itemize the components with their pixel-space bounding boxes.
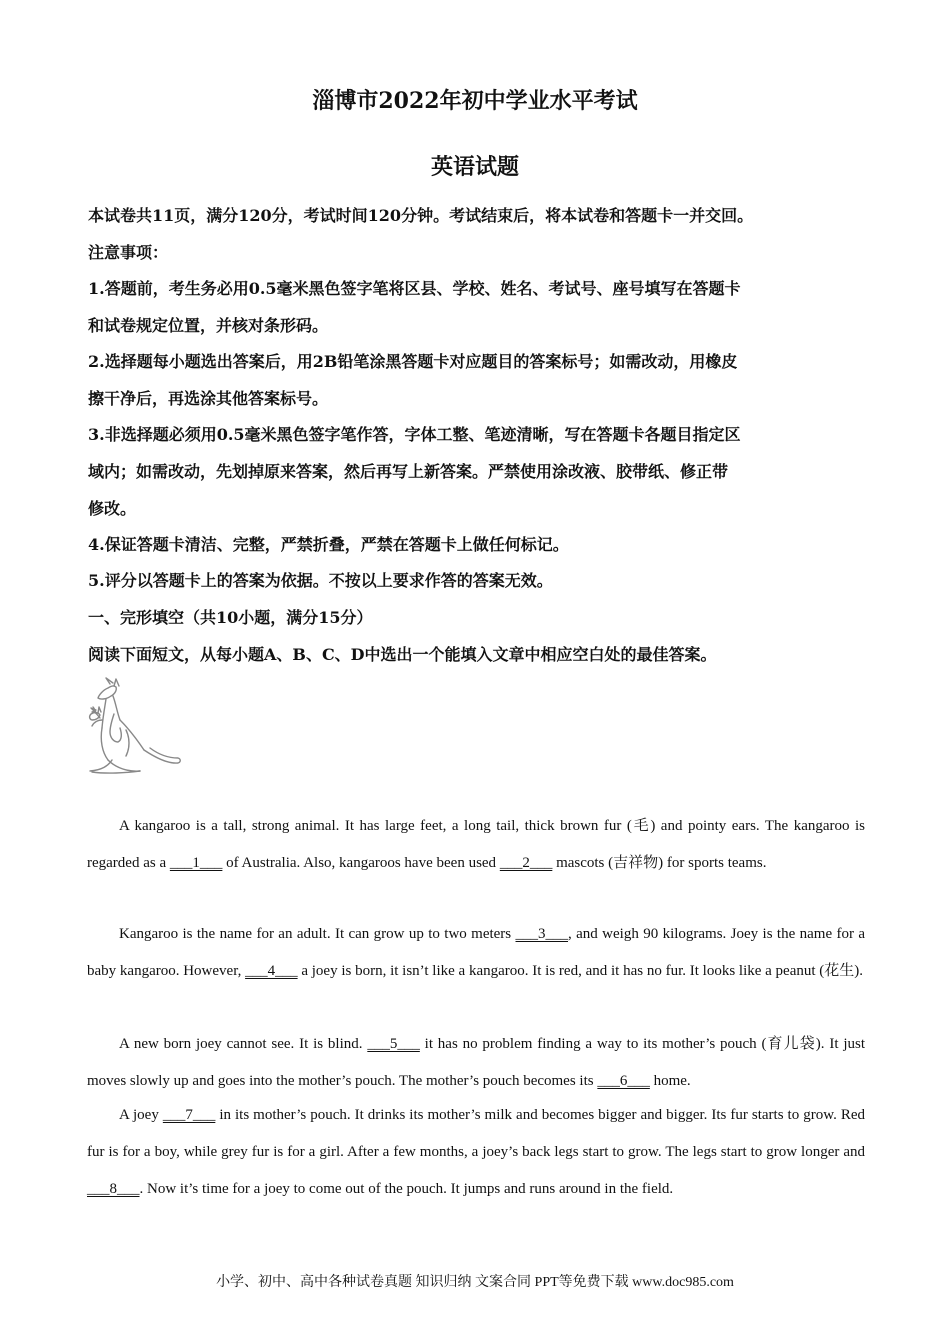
blank-4: ___4___ bbox=[245, 963, 298, 979]
notice-item-2-line-1: 2.选择题每小题选出答案后，用2B铅笔涂黑答题卡对应题目的答案标号；如需改动，用橡皮 bbox=[88, 352, 738, 371]
section-heading: 一、完形填空（共10小题，满分15分） bbox=[88, 608, 373, 627]
exam-title: 淄博市2022年初中学业水平考试 bbox=[312, 88, 638, 114]
notice-title: 注意事项： bbox=[88, 243, 169, 262]
blank-6: ___6___ bbox=[597, 1073, 650, 1089]
passage-paragraph-2: Kangaroo is the name for an adult. It can grow up to two meters ___3___, and weigh 90 kilograms. Joey is the name for a baby kangaroo. However, ___4___ a joey is born, it isn’t like a kangaroo. It is red, and it has no fur. It looks like a peanut (花生). bbox=[87, 926, 865, 979]
blank-8: ___8___ bbox=[87, 1181, 140, 1197]
passage-paragraph-4: A joey ___7___ in its mother’s pouch. It drinks its mother’s milk and becomes bigger and bigger. Its fur starts to grow. Red fur is for a boy, while grey fur is for a girl. After a few months, a joey’s back legs start to grow. The legs start to grow longer and ___8___. Now it’s time for a joey to come out of the pouch. It jumps and runs around in the field. bbox=[87, 1107, 865, 1197]
notice-item-2-line-2: 擦干净后，再选涂其他答案标号。 bbox=[88, 389, 329, 408]
notice-item-4: 4.保证答题卡清洁、完整，严禁折叠，严禁在答题卡上做任何标记。 bbox=[88, 535, 569, 554]
exam-subtitle: 英语试题 bbox=[430, 154, 519, 180]
passage-paragraph-3: A new born joey cannot see. It is blind. ___5___ it has no problem finding a way to its mother’s pouch (育儿袋). It just moves slowly up and goes into the mother’s pouch. The mother’s pouch becomes its ___6___ home. bbox=[87, 1036, 865, 1089]
blank-5: ___5___ bbox=[367, 1036, 420, 1052]
blank-2: ___2___ bbox=[499, 855, 553, 871]
passage-paragraph-1: A kangaroo is a tall, strong animal. It has large feet, a long tail, thick brown fur (毛) and pointy ears. The kangaroo is regarded as a ___1___ of Australia. Also, kangaroos have been used ___2___ mascots (吉祥物) for sports teams. bbox=[87, 818, 865, 871]
notice-item-1-line-1: 1.答题前，考生务必用0.5毫米黑色签字笔将区县、学校、姓名、考试号、座号填写在答题卡 bbox=[88, 279, 741, 298]
kangaroo-illustration bbox=[86, 676, 186, 780]
blank-3: ___3___ bbox=[515, 926, 569, 942]
notice-item-3-line-2: 域内；如需改动，先划掉原来答案，然后再写上新答案。严禁使用涂改液、胶带纸、修正带 bbox=[88, 462, 729, 481]
notice-item-1-line-2: 和试卷规定位置，并核对条形码。 bbox=[88, 316, 329, 335]
exam-intro: 本试卷共11页，满分120分，考试时间120分钟。考试结束后，将本试卷和答题卡一并交回。 bbox=[88, 206, 754, 225]
blank-1: ___1___ bbox=[169, 855, 223, 871]
notice-item-3-line-3: 修改。 bbox=[88, 499, 137, 518]
blank-7: ___7___ bbox=[162, 1107, 216, 1123]
section-directions: 阅读下面短文，从每小题A、B、C、D中选出一个能填入文章中相应空白处的最佳答案。 bbox=[88, 645, 717, 664]
page-footer: 小学、初中、高中各种试卷真题 知识归纳 文案合同 PPT等免费下载 www.doc985.com bbox=[216, 1275, 734, 1290]
notice-item-5: 5.评分以答题卡上的答案为依据。不按以上要求作答的答案无效。 bbox=[88, 571, 553, 590]
notice-item-3-line-1: 3.非选择题必须用0.5毫米黑色签字笔作答，字体工整、笔迹清晰，写在答题卡各题目指定区 bbox=[88, 425, 741, 444]
